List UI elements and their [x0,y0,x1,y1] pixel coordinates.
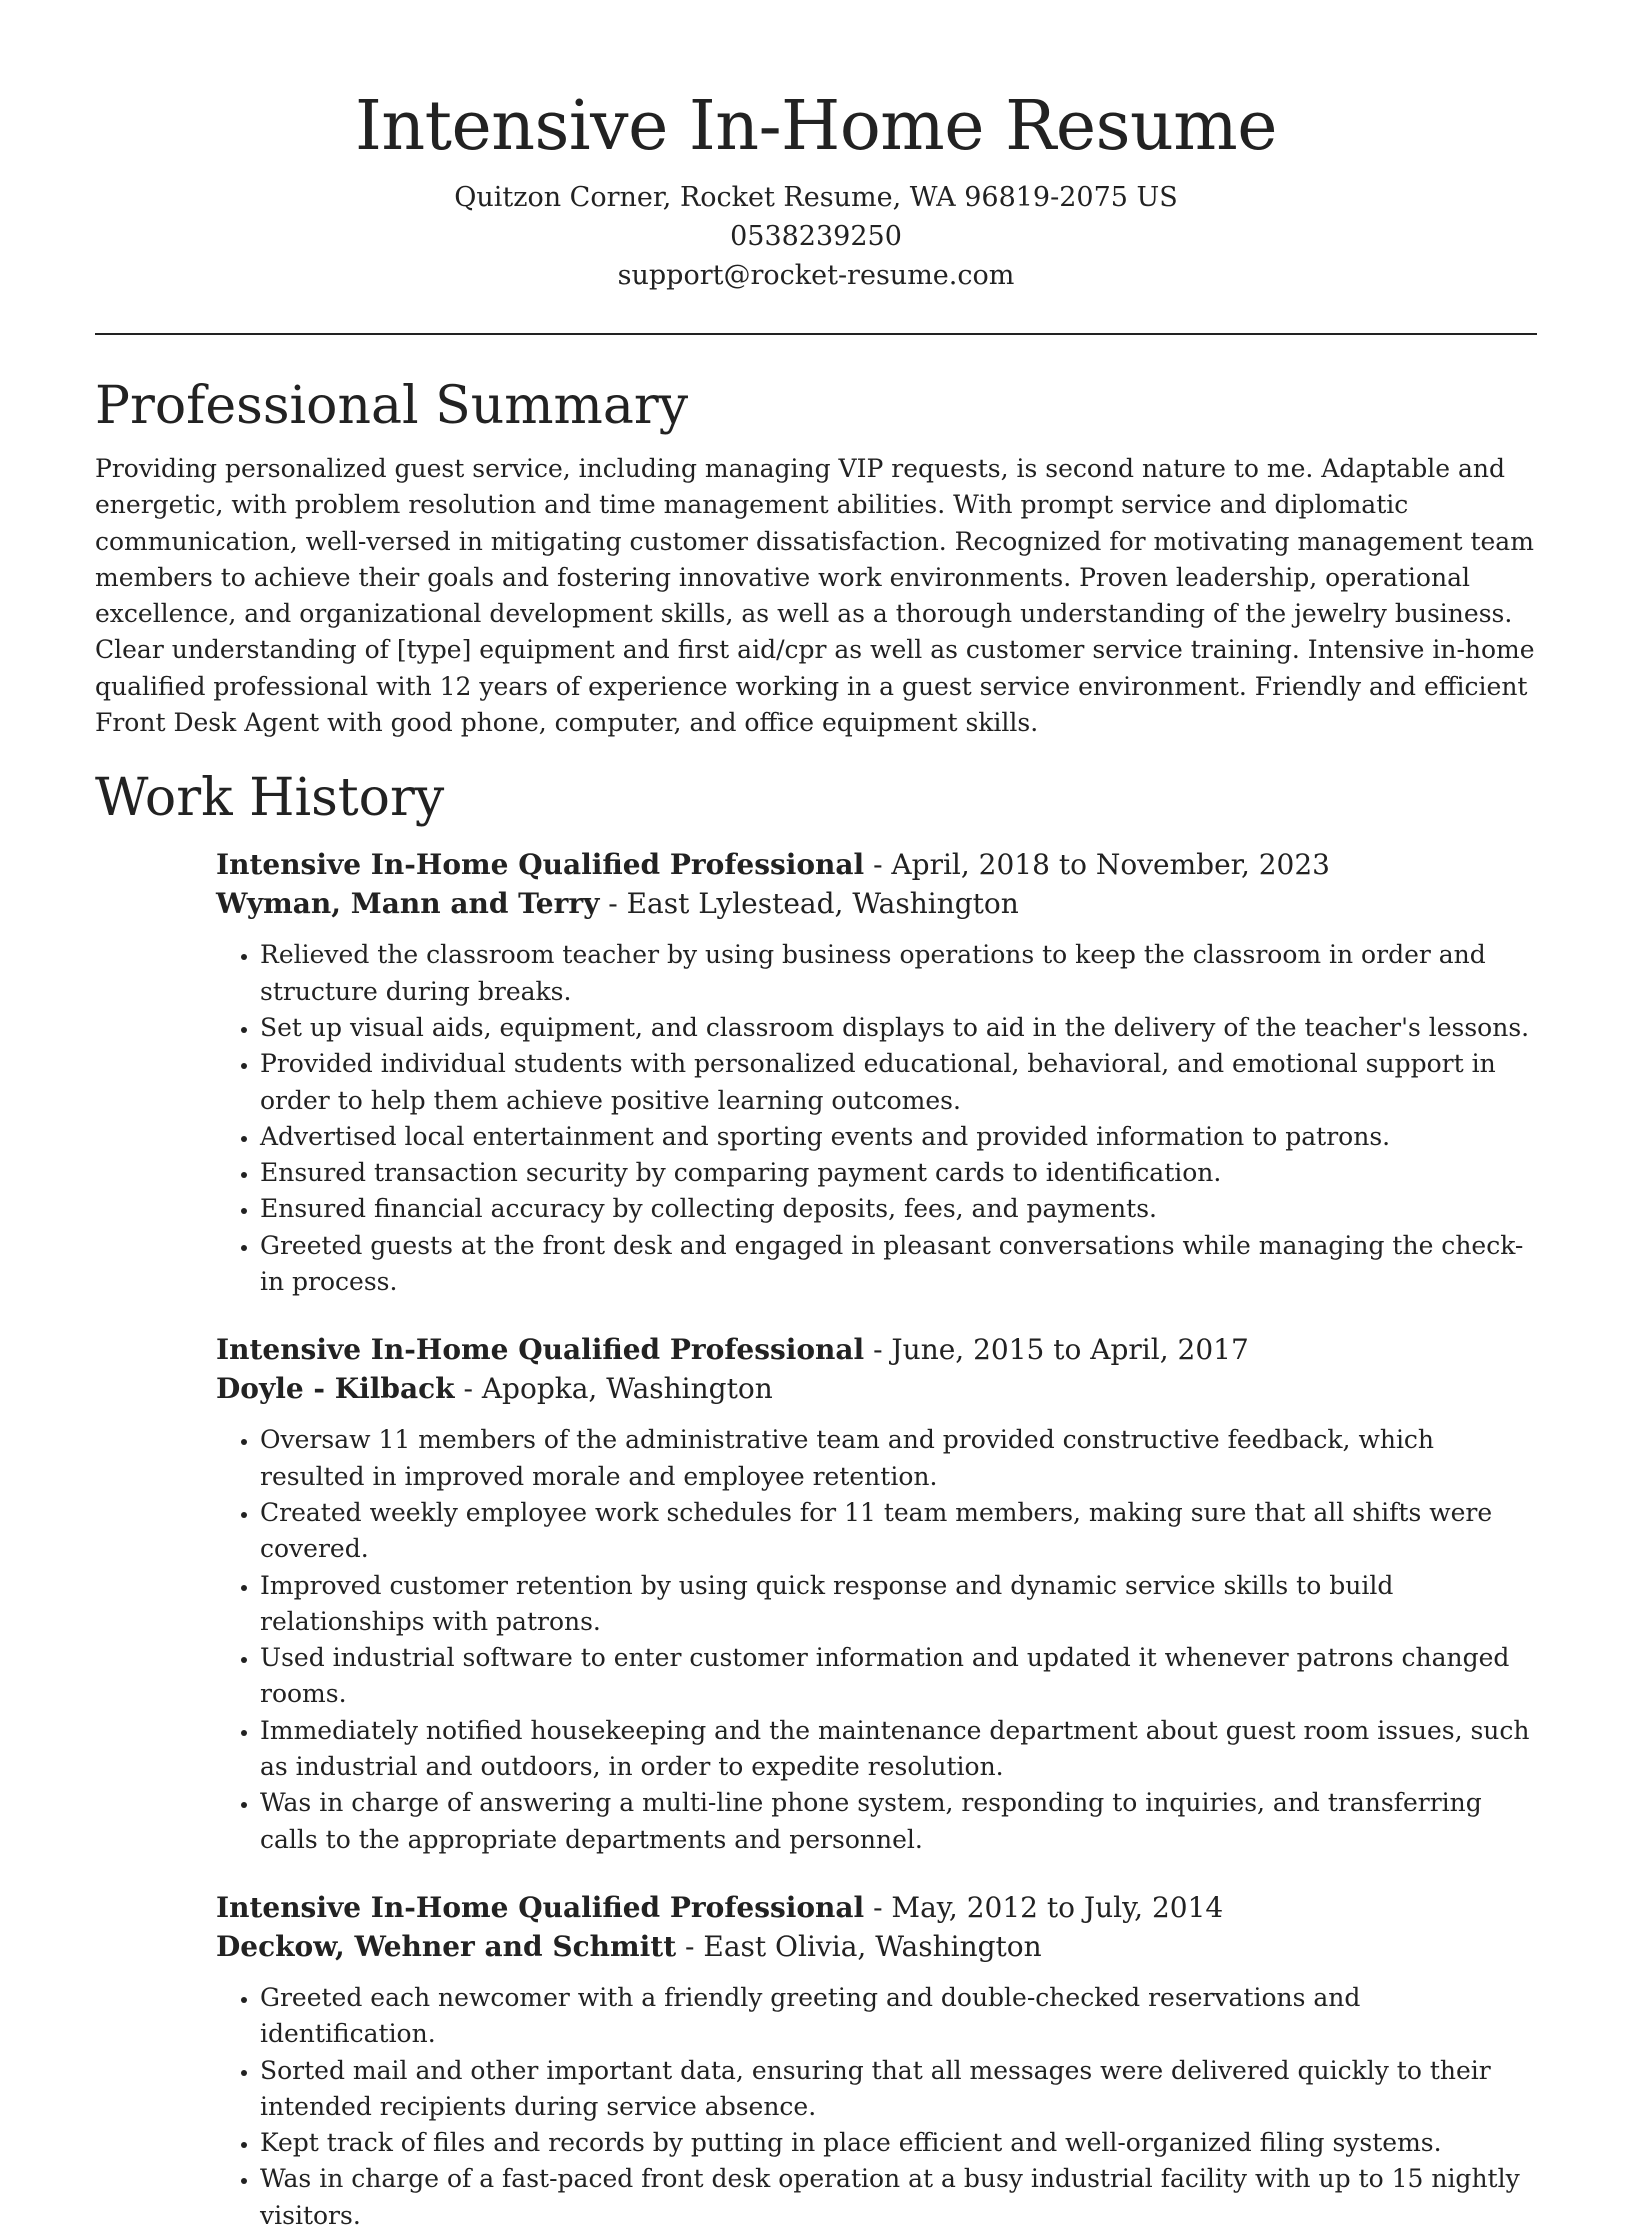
list-item: • Greeted each newcomer with a friendly greeting and double-checked reservations and identification. [260,1980,1537,2053]
job-bullets [216,937,1537,1300]
job-role: Intensive In-Home Qualified Professional [216,1333,865,1367]
resume-header [95,0,1537,295]
resume-title: Intensive In-Home Resume [354,87,1277,166]
job-company-line [216,884,1537,923]
contact-address: Quitzon Corner, Rocket Resume, WA 96819-2075 US [454,182,1178,213]
contact-phone: 0538239250 [730,221,902,252]
list-item: • Advertised local entertainment and sporting events and provided information to patrons. [260,1119,1537,1155]
job-title-line [216,845,1537,884]
list-item: • Was in charge of a fast-paced front desk operation at a busy industrial facility with up to 15 nightly visitors. [260,2161,1537,2234]
job-title-line [216,1888,1537,1927]
job-company-line [216,1369,1537,1408]
job-bullets [216,1980,1537,2234]
contact-email: support@rocket-resume.com [617,260,1015,291]
list-item: • Sorted mail and other important data, ensuring that all messages were delivered quickly to their intended recipients during service absence. [260,2053,1537,2126]
job-location: - Apopka, Washington [454,1372,773,1406]
job-dates: - June, 2015 to April, 2017 [864,1333,1249,1367]
job-role: Intensive In-Home Qualified Professional [216,848,865,882]
job-entry [216,1888,1537,2234]
job-dates: - April, 2018 to November, 2023 [864,848,1330,882]
list-item: • Was in charge of answering a multi-line phone system, responding to inquiries, and transferring calls to the appropriate departments and personnel. [260,1785,1537,1858]
list-item: • Ensured transaction security by comparing payment cards to identification. [260,1155,1537,1191]
list-item: • Immediately notified housekeeping and the maintenance department about guest room issues, such as industrial and outdoors, in order to expedite resolution. [260,1713,1537,1786]
job-entry [216,1330,1537,1858]
job-company: Deckow, Wehner and Schmitt [216,1929,677,1963]
section-title-work-history: Work History [95,768,445,829]
header-divider [95,333,1537,335]
list-item: • Greeted guests at the front desk and engaged in pleasant conversations while managing the check-in process. [260,1228,1537,1301]
professional-summary-section [95,371,1537,741]
list-item: • Created weekly employee work schedules for 11 team members, making sure that all shifts were covered. [260,1495,1537,1568]
job-company: Doyle - Kilback [216,1372,455,1406]
job-bullets [216,1422,1537,1858]
list-item: • Ensured financial accuracy by collecting deposits, fees, and payments. [260,1191,1537,1227]
job-title-line [216,1330,1537,1369]
list-item: • Kept track of files and records by putting in place efficient and well-organized filing systems. [260,2125,1537,2161]
job-location: - East Lylestead, Washington [599,887,1019,921]
section-title-summary: Professional Summary [95,376,689,436]
list-item: • Oversaw 11 members of the administrative team and provided constructive feedback, which resulted in improved morale and employee retention. [260,1422,1537,1495]
contact-block [95,178,1537,295]
list-item: • Relieved the classroom teacher by using business operations to keep the classroom in order and structure during breaks. [260,937,1537,1010]
list-item: • Improved customer retention by using quick response and dynamic service skills to build relationships with patrons. [260,1568,1537,1641]
job-company-line [216,1927,1537,1966]
job-company: Wyman, Mann and Terry [216,887,600,921]
summary-text: Providing personalized guest service, including managing VIP requests, is second nature to me. Adaptable and energetic, with problem resolution and time management abilities. With prompt service and diplomatic communication, well-versed in mitigating customer dissatisfaction. Recognized for motivating management team members to achieve their goals and fostering innovative work environments. Proven leadership, operational excellence, and organizational development skills, as well as a thorough understanding of the jewelry business. Clear understanding of [type] equipment and first aid/cpr as well as customer service training. Intensive in-home qualified professional with 12 years of experience working in a guest service environment. Friendly and efficient Front Desk Agent with good phone, computer, and office equipment skills. [95,454,1535,738]
list-item: • Used industrial software to enter customer information and updated it whenever patrons changed rooms. [260,1640,1537,1713]
job-role: Intensive In-Home Qualified Professional [216,1890,865,1924]
list-item: • Provided individual students with personalized educational, behavioral, and emotional support in order to help them achieve positive learning outcomes. [260,1046,1537,1119]
job-entry [216,845,1537,1300]
work-history-section [95,763,1537,2234]
list-item: • Set up visual aids, equipment, and classroom displays to aid in the delivery of the teacher's lessons. [260,1010,1537,1046]
job-location: - East Olivia, Washington [676,1929,1042,1963]
job-dates: - May, 2012 to July, 2014 [864,1890,1224,1924]
